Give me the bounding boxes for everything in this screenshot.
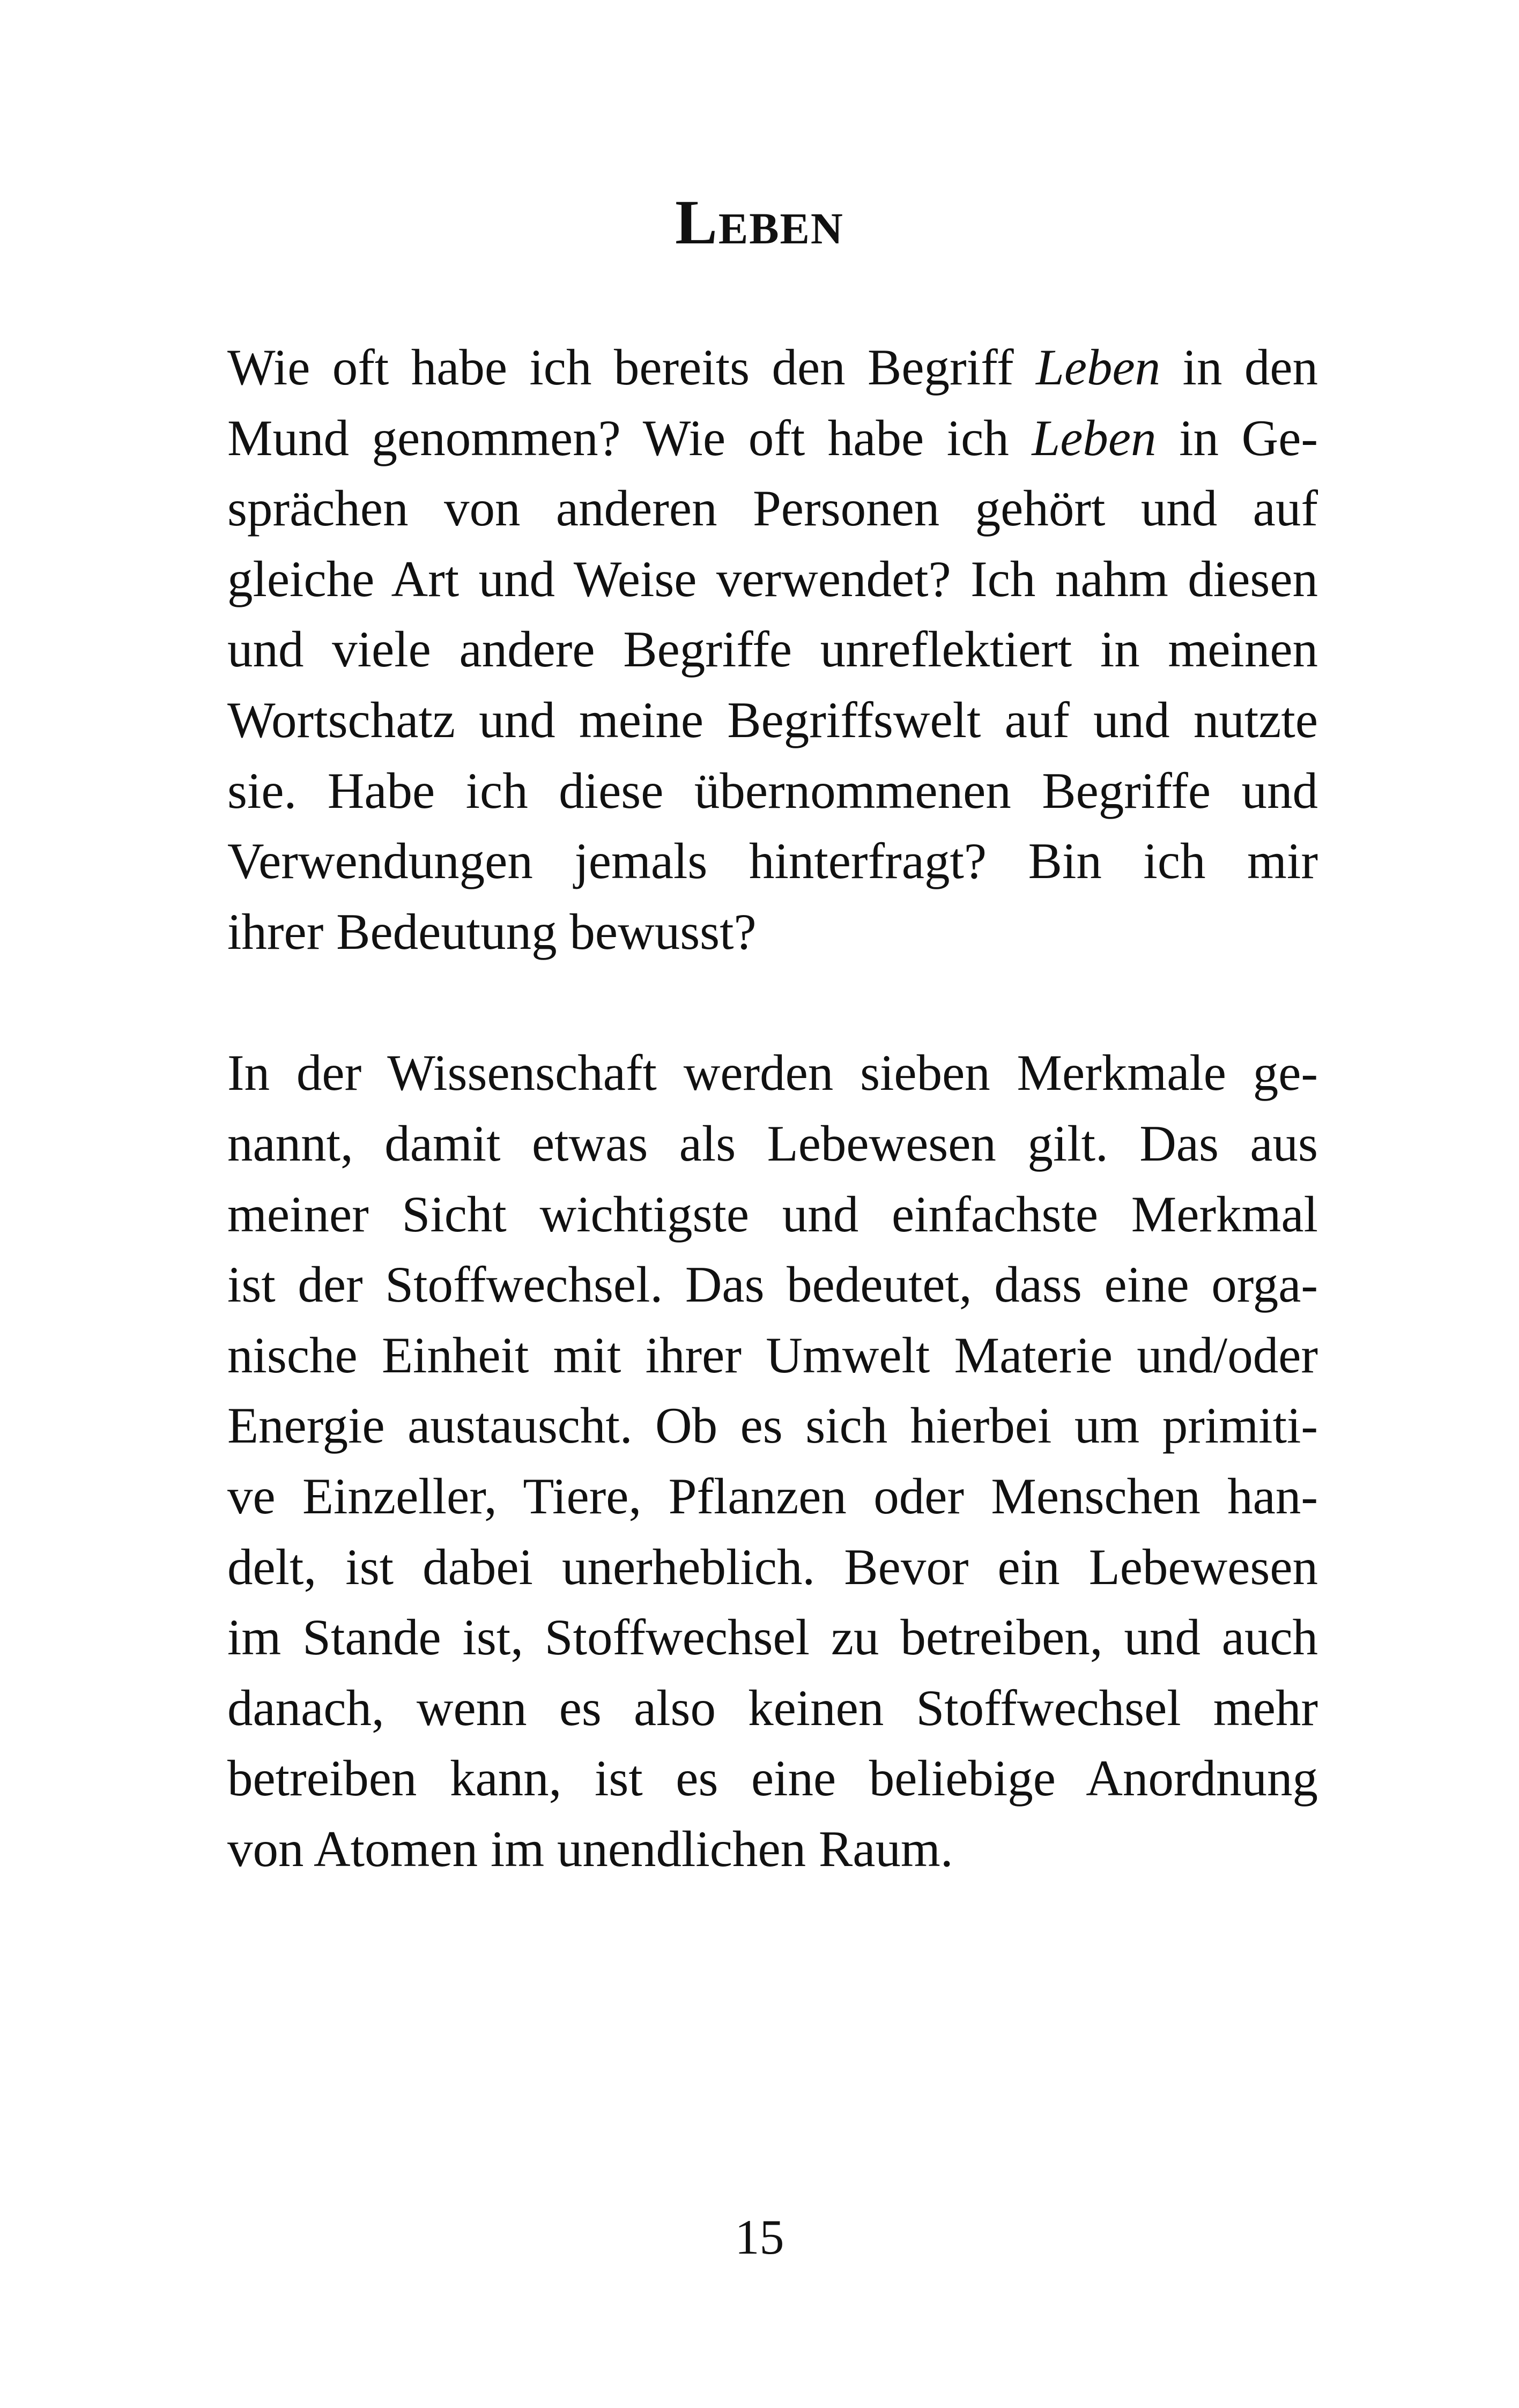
text-run: und viele andere Begriffe unreflektiert in meinen [227,621,1318,678]
body-text [227,332,1318,1884]
text-line [227,1250,1318,1320]
text-line [227,1391,1318,1461]
paragraph [227,332,1318,967]
text-line [227,1038,1318,1109]
text-line [227,473,1318,544]
text-line [227,403,1318,474]
text-run: ihrer Bedeutung bewusst? [227,903,757,960]
text-line [227,614,1318,685]
text-run: nannt, damit etwas als Lebewesen gilt. Das aus [227,1114,1318,1172]
text-line [227,1814,1318,1885]
text-run: sie. Habe ich diese übernommenen Begriffe und [227,762,1318,819]
text-run: danach, wenn es also keinen Stoffwechsel mehr [227,1679,1318,1736]
text-run: delt, ist dabei unerheblich. Bevor ein Lebewesen [227,1538,1318,1595]
text-line [227,332,1318,403]
text-line [227,685,1318,756]
text-line [227,756,1318,827]
text-run: Mund genommen? Wie oft habe ich [227,409,1032,466]
text-run: meiner Sicht wichtigste und einfachste Merkmal [227,1185,1318,1243]
text-run: von Atomen im unendlichen Raum. [227,1820,953,1877]
text-line [227,1320,1318,1391]
text-run: Energie austauscht. Ob es sich hierbei um primiti- [227,1397,1318,1454]
text-line [227,1461,1318,1532]
text-run: betreiben kann, ist es eine beliebige Anordnung [227,1750,1318,1807]
text-line [227,1109,1318,1179]
text-run: In der Wissenschaft werden sieben Merkmale ge- [227,1044,1318,1102]
text-line [227,897,1318,968]
text-line [227,1673,1318,1744]
emphasized-text: Leben [1036,339,1161,396]
text-run: sprächen von anderen Personen gehört und auf [227,480,1318,537]
chapter-title: Leben [675,187,844,257]
text-line [227,1602,1318,1673]
text-run: nische Einheit mit ihrer Umwelt Materie und/oder [227,1326,1318,1384]
emphasized-text: Leben [1032,409,1157,466]
paragraph [227,1038,1318,1884]
page-number: 15 [735,2210,784,2264]
text-run: Wortschatz und meine Begriffswelt auf und nutzte [227,691,1318,748]
text-run: Verwendungen jemals hinterfragt? Bin ich mir [227,833,1318,890]
text-run: in Ge- [1156,409,1318,466]
text-run: ve Einzeller, Tiere, Pflanzen oder Menschen han- [227,1467,1318,1525]
text-line [227,544,1318,615]
text-line [227,1532,1318,1603]
text-line [227,1179,1318,1250]
text-run: Wie oft habe ich bereits den Begriff [227,339,1036,396]
text-run: in den [1160,339,1318,396]
text-run: ist der Stoffwechsel. Das bedeutet, dass eine orga- [227,1256,1318,1313]
text-run: im Stande ist, Stoffwechsel zu betreiben, und auch [227,1609,1318,1666]
text-line [227,1743,1318,1814]
text-line [227,826,1318,897]
text-run: gleiche Art und Weise verwendet? Ich nahm diesen [227,550,1318,607]
